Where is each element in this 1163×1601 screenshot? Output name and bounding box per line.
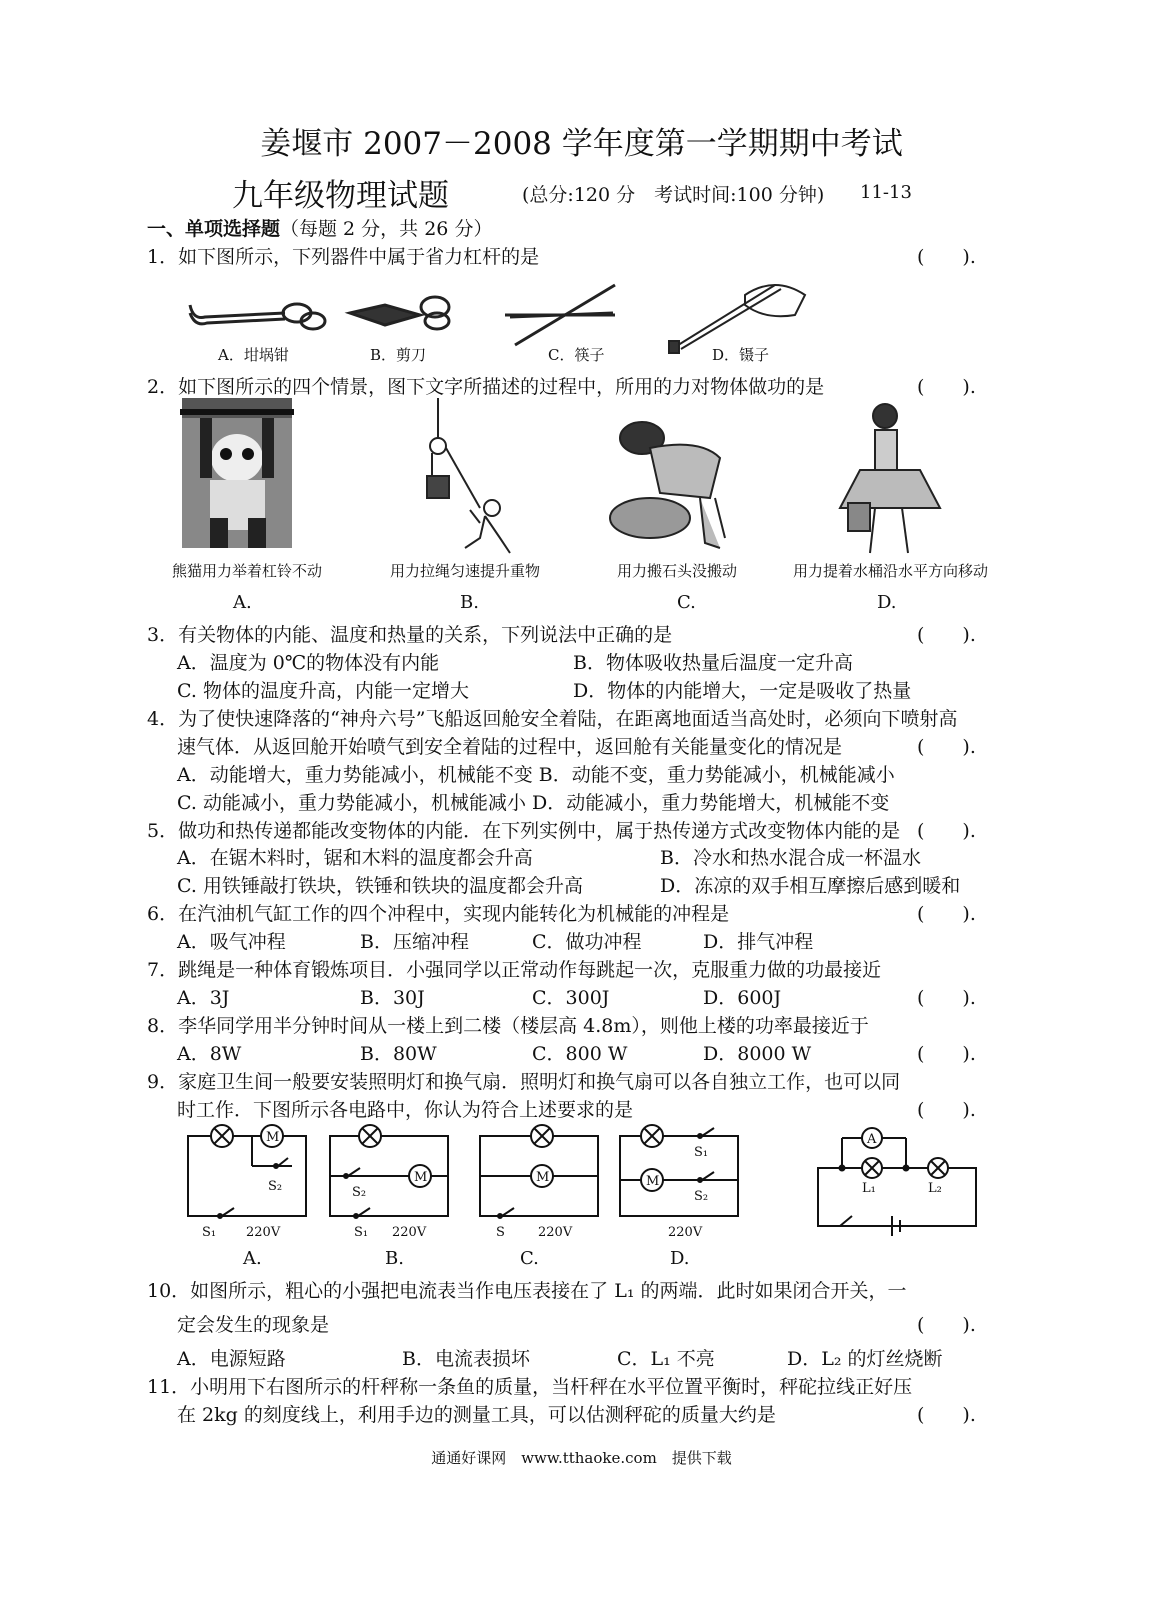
circuit-a-s1-label: S₁ — [202, 1225, 217, 1240]
crucible-tongs-image — [190, 304, 325, 329]
q8-option-c: C．800 W — [532, 1043, 628, 1065]
scissors-image — [350, 297, 449, 329]
pulley-lifting-image — [427, 398, 510, 553]
q10-option-b: B．电流表损坏 — [402, 1348, 530, 1370]
question-9-line2: 时工作．下图所示各电路中，你认为符合上述要求的是 — [177, 1099, 634, 1121]
chopsticks-image — [505, 285, 615, 345]
exam-date: 11-13 — [860, 182, 912, 203]
circuit-d-motor-label: M — [646, 1174, 660, 1189]
q9-circuit-diagrams — [180, 1118, 980, 1248]
circuit-c-motor-label: M — [536, 1170, 550, 1185]
q2-caption-a: 熊猫用力举着杠铃不动 — [172, 562, 323, 580]
q9-letter-d: D. — [670, 1248, 690, 1269]
q6-option-c: C．做功冲程 — [532, 931, 642, 953]
q8-option-a: A．8W — [177, 1043, 242, 1065]
q7-option-a: A．3J — [177, 987, 230, 1009]
circuit-b-voltage-label: 220V — [392, 1225, 427, 1240]
q1-caption-a: A．坩埚钳 — [218, 346, 289, 364]
q10-option-d: D．L₂ 的灯丝烧断 — [787, 1348, 943, 1370]
carrying-bucket-image — [840, 404, 940, 553]
circuit-a-s2-label: S₂ — [268, 1179, 283, 1194]
q1-caption-b: B．剪刀 — [370, 346, 427, 364]
question-6: 6．在汽油机气缸工作的四个冲程中，实现内能转化为机械能的冲程是 — [147, 903, 730, 925]
circuit-a — [188, 1125, 306, 1218]
panda-weightlifting-image — [180, 398, 294, 548]
q10-l1-label: L₁ — [862, 1181, 876, 1196]
question-9-line1: 9．家庭卫生间一般要安装照明灯和换气扇．照明灯和换气扇可以各自独立工作，也可以同 — [147, 1071, 901, 1093]
q7-option-b: B．30J — [360, 987, 425, 1009]
q10-option-a: A．电源短路 — [177, 1348, 286, 1370]
circuit-b-motor-label: M — [414, 1170, 428, 1185]
question-3: 3．有关物体的内能、温度和热量的关系，下列说法中正确的是 — [147, 624, 673, 646]
question-8: 8．李华同学用半分钟时间从一楼上到二楼（楼层高 4.8m），则他上楼的功率最接近于 — [147, 1015, 869, 1037]
q3-option-c: C. 物体的温度升高，内能一定增大 — [177, 680, 469, 702]
question-4-line1: 4．为了使快速降落的“神舟六号”飞船返回舱安全着陆，在距离地面适当高处时，必须向下喷射高 — [147, 708, 958, 730]
question-1: 1．如下图所示，下列器件中属于省力杠杆的是 — [147, 246, 540, 268]
q3-option-d: D．物体的内能增大，一定是吸收了热量 — [573, 680, 912, 702]
q3-option-b: B．物体吸收热量后温度一定升高 — [573, 652, 853, 674]
q5-option-d: D．冻凉的双手相互摩擦后感到暖和 — [660, 875, 961, 897]
question-4-line2: 速气体．从返回舱开始喷气到安全着陆的过程中，返回舱有关能量变化的情况是 — [177, 736, 843, 758]
circuit-d-s2-label: S₂ — [694, 1189, 709, 1204]
q2-letter-b: B. — [460, 592, 479, 613]
lifting-stone-image — [610, 422, 725, 548]
exam-title: 姜堰市 2007－2008 学年度第一学期期中考试 — [260, 126, 903, 162]
answer-blank-10: ( ). — [917, 1314, 976, 1336]
q6-option-d: D．排气冲程 — [703, 931, 814, 953]
q8-option-d: D．8000 W — [703, 1043, 812, 1065]
question-7: 7．跳绳是一种体育锻炼项目．小强同学以正常动作每跳起一次，克服重力做的功最接近 — [147, 959, 882, 981]
q2-caption-b: 用力拉绳匀速提升重物 — [390, 562, 541, 580]
answer-blank-8: ( ). — [917, 1043, 976, 1065]
q2-letter-d: D. — [877, 592, 897, 613]
q10-option-c: C．L₁ 不亮 — [617, 1348, 715, 1370]
circuit-d — [620, 1125, 738, 1216]
q9-letter-c: C. — [520, 1248, 539, 1269]
answer-blank-7: ( ). — [917, 987, 976, 1009]
q2-letter-c: C. — [677, 592, 696, 613]
q4-options-cd: C. 动能减小，重力势能减小，机械能减小 D．动能减小，重力势能增大，机械能不变 — [177, 792, 890, 814]
question-10-line2: 定会发生的现象是 — [177, 1314, 330, 1336]
q1-tools-illustration — [185, 275, 815, 355]
answer-blank-6: ( ). — [917, 903, 976, 925]
q5-option-b: B．冷水和热水混合成一杯温水 — [660, 847, 921, 869]
q7-option-c: C．300J — [532, 987, 610, 1009]
circuit-q10 — [818, 1128, 976, 1236]
question-2: 2．如下图所示的四个情景，图下文字所描述的过程中，所用的力对物体做功的是 — [147, 376, 825, 398]
circuit-d-voltage-label: 220V — [668, 1225, 703, 1240]
q8-option-b: B．80W — [360, 1043, 437, 1065]
q4-options-ab: A．动能增大，重力势能减小，机械能不变 B．动能不变，重力势能减小，机械能减小 — [177, 764, 895, 786]
q6-option-a: A．吸气冲程 — [177, 931, 286, 953]
paper-subtitle: 九年级物理试题 — [232, 178, 449, 214]
circuit-b — [330, 1125, 448, 1218]
q2-caption-d: 用力提着水桶沿水平方向移动 — [793, 562, 989, 580]
answer-blank-1: ( ). — [917, 246, 976, 268]
section-heading — [147, 214, 492, 241]
question-10-line1: 10．如图所示，粗心的小强把电流表当作电压表接在了 L₁ 的两端．此时如果闭合开关，一 — [147, 1280, 907, 1302]
q7-option-d: D．600J — [703, 987, 782, 1009]
tweezers-image — [669, 285, 805, 353]
question-11-line1: 11．小明用下右图所示的杆秤称一条鱼的质量，当杆秤在水平位置平衡时，秤砣拉线正好压 — [147, 1376, 913, 1398]
circuit-b-s1-label: S₁ — [354, 1225, 369, 1240]
q5-option-a: A．在锯木料时，锯和木料的温度都会升高 — [177, 847, 533, 869]
circuit-a-voltage-label: 220V — [246, 1225, 281, 1240]
circuit-b-s2-label: S₂ — [352, 1185, 367, 1200]
circuit-d-s1-label: S₁ — [694, 1145, 709, 1160]
q1-caption-c: C．筷子 — [548, 346, 605, 364]
q6-option-b: B．压缩冲程 — [360, 931, 469, 953]
answer-blank-11: ( ). — [917, 1404, 976, 1426]
section-title: 一、单项选择题 — [147, 218, 281, 240]
answer-blank-4: ( ). — [917, 736, 976, 758]
q2-caption-c: 用力搬石头没搬动 — [617, 562, 738, 580]
answer-blank-9: ( ). — [917, 1099, 976, 1121]
answer-blank-3: ( ). — [917, 624, 976, 646]
answer-blank-2: ( ). — [917, 376, 976, 398]
answer-blank-5: ( ). — [917, 820, 976, 842]
q5-option-c: C. 用铁锤敲打铁块，铁锤和铁块的温度都会升高 — [177, 875, 583, 897]
q9-letter-a: A. — [243, 1248, 262, 1269]
q9-letter-b: B. — [385, 1248, 404, 1269]
q1-caption-d: D．镊子 — [712, 346, 770, 364]
circuit-a-motor-label: M — [266, 1130, 280, 1145]
circuit-c-s-label: S — [496, 1225, 505, 1240]
page-footer: 通通好课网 www.tthaoke.com 提供下载 — [431, 1449, 732, 1467]
q10-l2-label: L₂ — [928, 1181, 942, 1196]
question-5: 5．做功和热传递都能改变物体的内能．在下列实例中，属于热传递方式改变物体内能的是 — [147, 820, 901, 842]
q2-scenes-illustration — [180, 398, 960, 558]
section-note: （每题 2 分，共 26 分） — [280, 218, 493, 240]
q3-option-a: A．温度为 0℃的物体没有内能 — [177, 652, 440, 674]
circuit-c-voltage-label: 220V — [538, 1225, 573, 1240]
q10-ammeter-label: A — [867, 1132, 877, 1147]
exam-info: (总分:120 分 考试时间:100 分钟) — [522, 184, 825, 206]
question-11-line2: 在 2kg 的刻度线上，利用手边的测量工具，可以估测秤砣的质量大约是 — [177, 1404, 776, 1426]
q2-letter-a: A. — [233, 592, 252, 613]
